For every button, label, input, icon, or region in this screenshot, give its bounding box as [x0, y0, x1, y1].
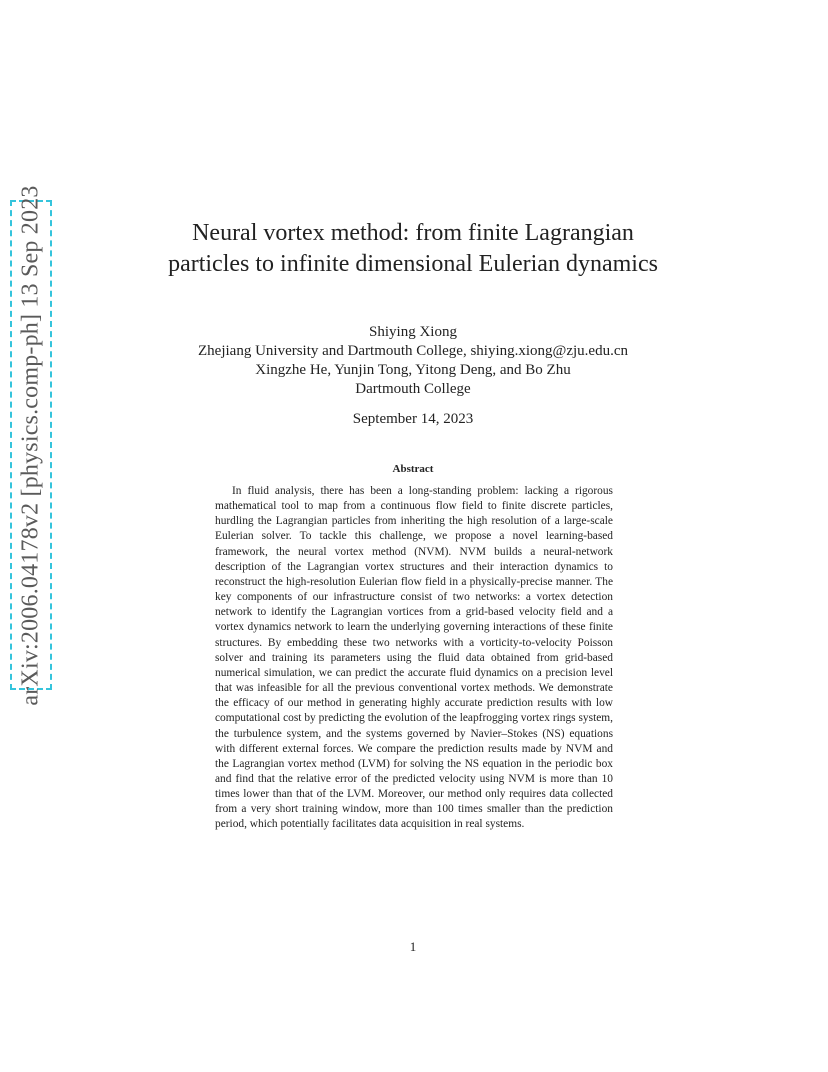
- paper-date: September 14, 2023: [352, 411, 474, 427]
- paper-title: Neural vortex method: from finite Lagrangian particles to infinite dimensional Eulerian dynamics: [168, 220, 658, 277]
- abstract-heading: Abstract: [392, 463, 434, 475]
- author-affiliation-email: Zhejiang University and Dartmouth College, shiying.xiong@zju.edu.cn: [198, 343, 628, 359]
- abstract-text: In fluid analysis, there has been a long-standing problem: lacking a rigorous mathematical tool to map from a continuous flow field to finite discrete particles, hurdling the Lagrangian particles from inheriting the high resolution of a large-scale Eulerian solver. To tackle this challenge, we propose a novel learning-based framework, the neural vortex method (NVM). NVM builds a neural-network description of the Lagrangian vortex structures and their interaction dynamics to reconstruct the high-resolution Eulerian flow field in a physically-precise manner. The key components of our infrastructure consist of two networks: a vortex detection network to identify the Lagrangian vortices from a grid-based velocity field and a vortex dynamics network to learn the underlying governing interactions of these finite structures. By embedding these two networks with a vorticity-to-velocity Poisson solver and training its parameters using the fluid data obtained from grid-based numerical simulation, we can predict the accurate fluid dynamics on a precision level that was infeasible for all the previous conventional vortex methods. We demonstrate the efficacy of our method in generating highly accurate prediction results with low computational cost by predicting the evolution of the leapfrogging vortex rings system, the turbulence system, and the systems governed by Navier–Stokes (NS) equations with different external forces. We compare the prediction results made by NVM and the Lagrangian vortex method (LVM) for solving the NS equation in the periodic box and find that the relative error of the predicted velocity using NVM is more than 10 times lower than that of the LVM. Moreover, our method only requires data collected from a very short training window, more than 100 times smaller than the prediction period, which potentially facilitates data acquisition in real systems.: [215, 485, 613, 831]
- author-block: [150, 323, 676, 399]
- author-name: Shiying Xiong: [369, 324, 457, 340]
- page-number: 1: [409, 939, 417, 954]
- coauthor-affiliation: Dartmouth College: [355, 381, 471, 397]
- coauthor-names: Xingzhe He, Yunjin Tong, Yitong Deng, and Bo Zhu: [255, 362, 571, 378]
- arxiv-identifier: arXiv:2006.04178v2 [physics.comp-ph] 13 Sep 2023: [17, 184, 44, 706]
- arxiv-identifier-box: [10, 184, 52, 706]
